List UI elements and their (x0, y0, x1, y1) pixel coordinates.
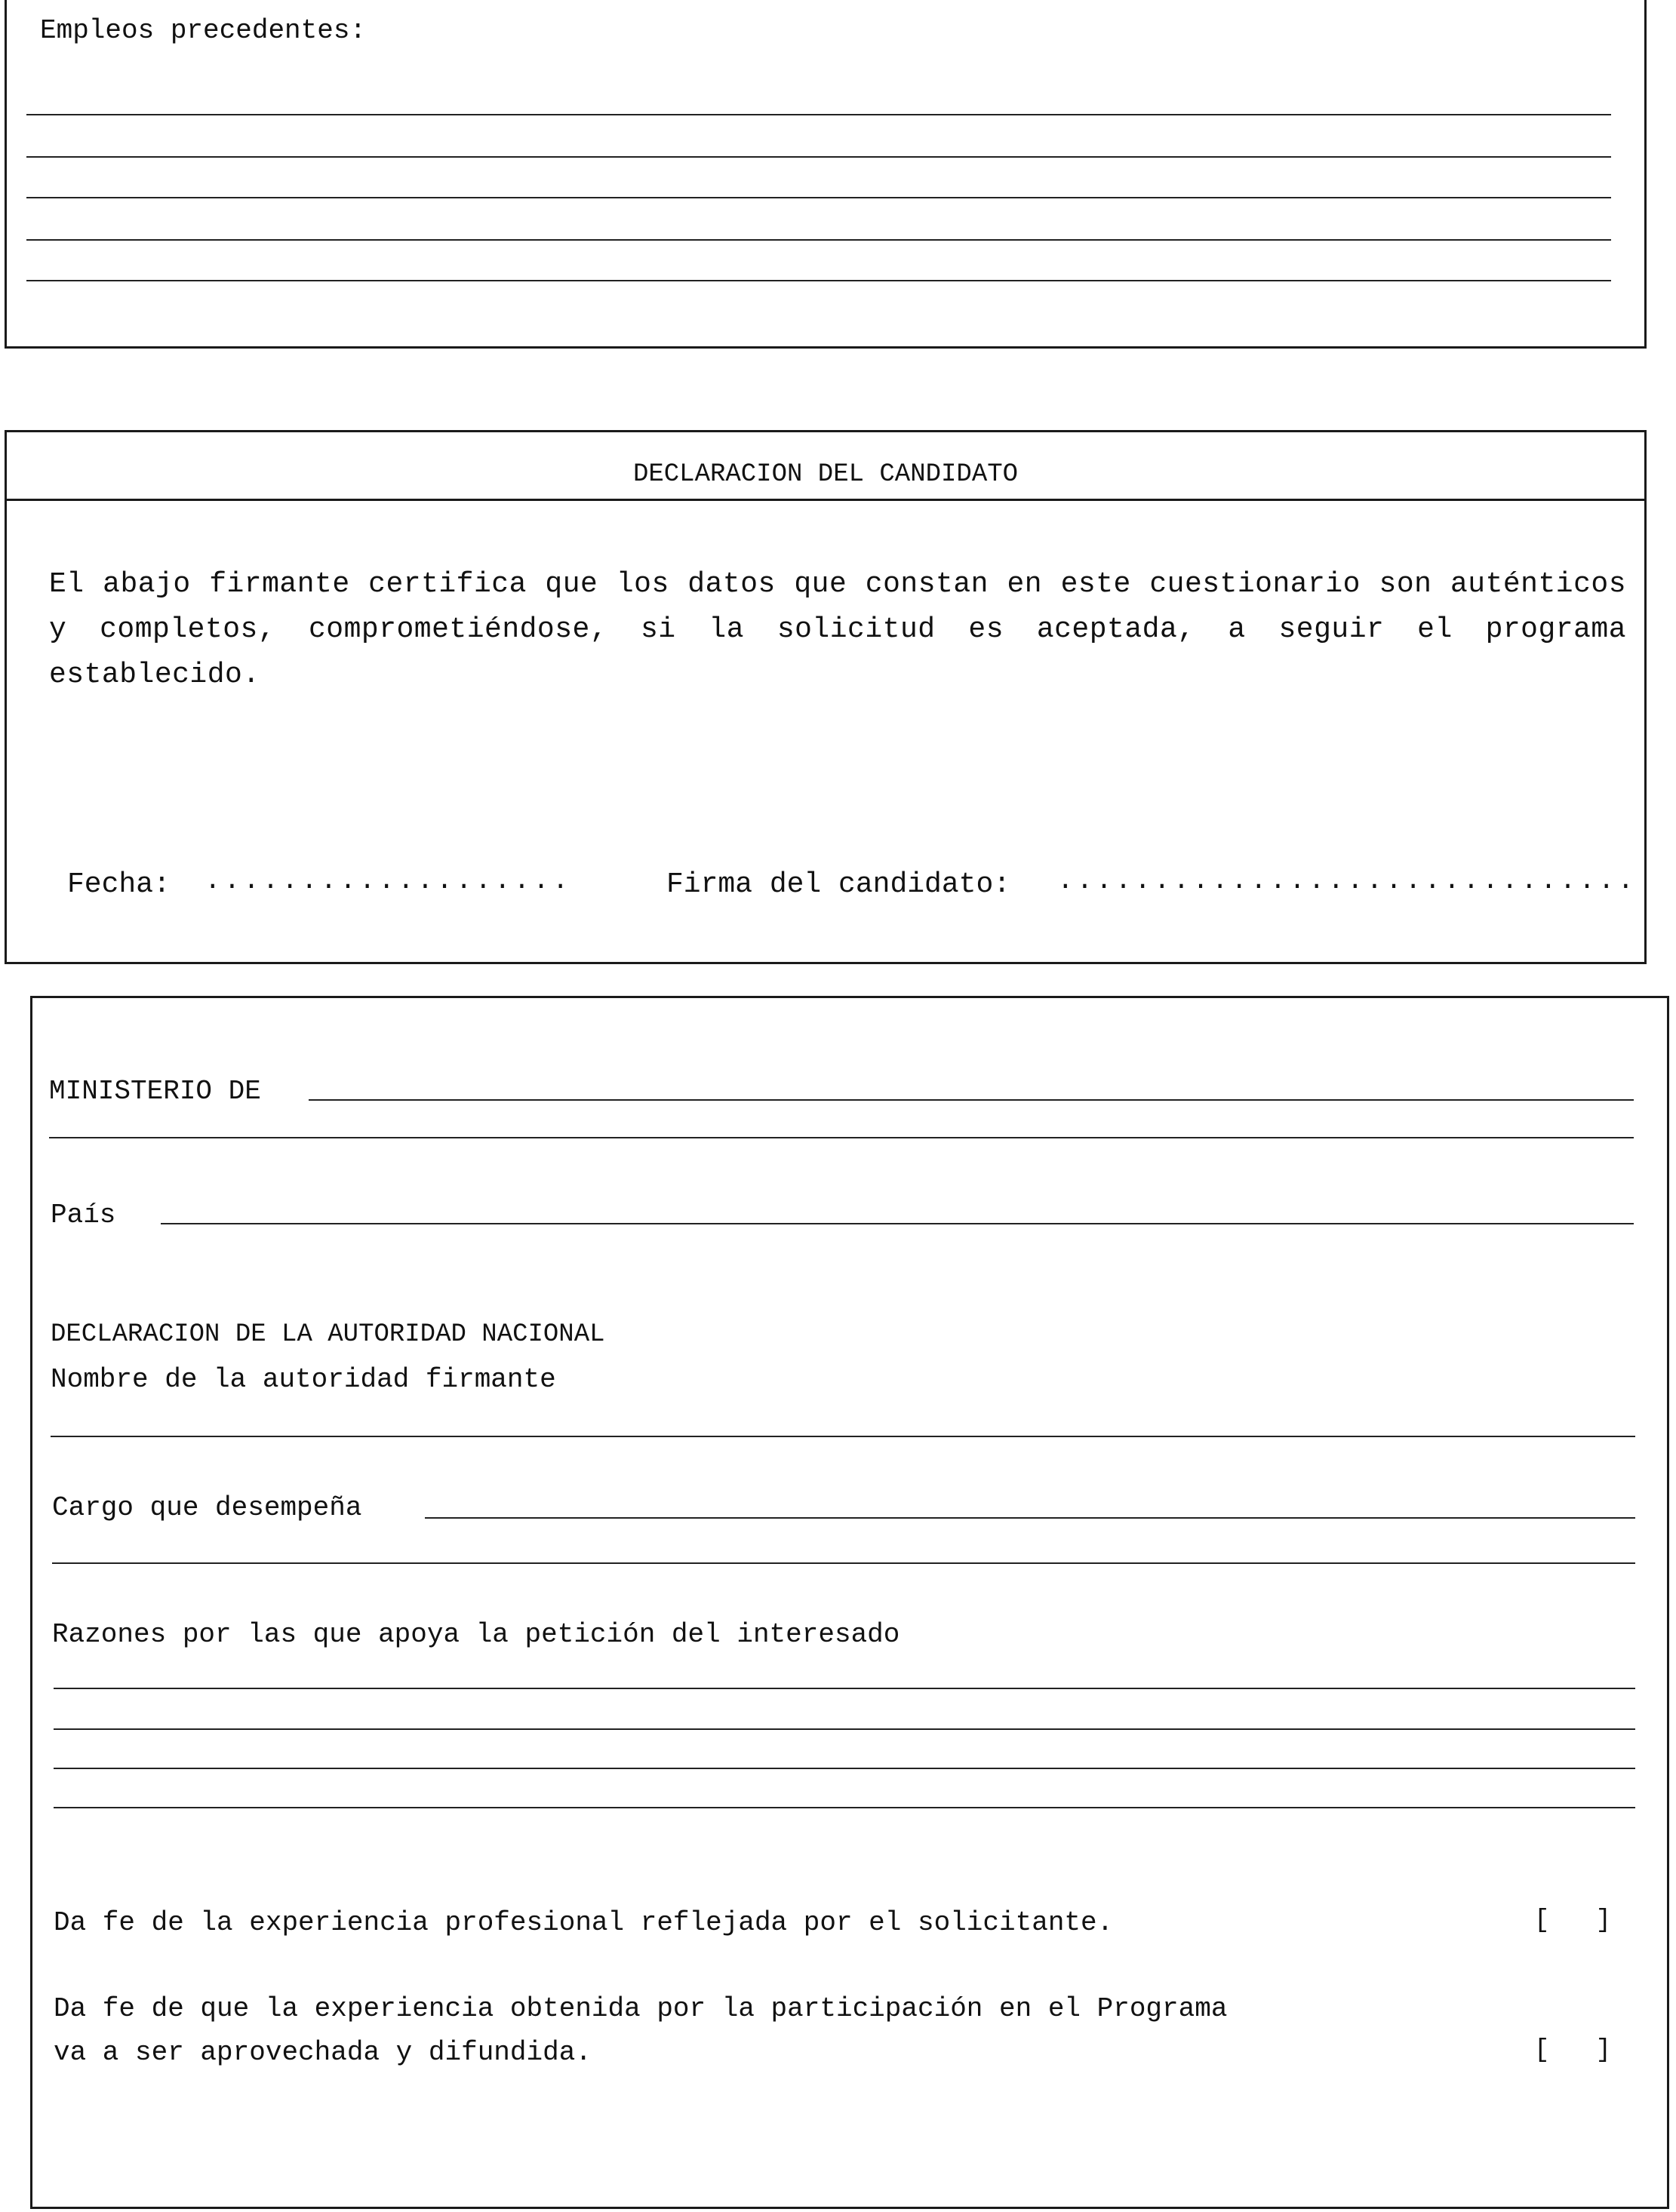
attest-dissemination-checkbox[interactable]: [ ] (1534, 2036, 1612, 2065)
ministry-field[interactable] (309, 1099, 1634, 1101)
ministry-field-continuation[interactable] (49, 1137, 1634, 1138)
previous-jobs-line[interactable] (26, 156, 1611, 158)
ministry-label: MINISTERIO DE (49, 1076, 261, 1107)
date-label: Fecha: (67, 868, 171, 901)
country-label: País (51, 1200, 116, 1230)
authority-name-label: Nombre de la autoridad firmante (51, 1364, 556, 1395)
previous-jobs-line[interactable] (26, 280, 1611, 281)
position-label: Cargo que desempeña (52, 1492, 362, 1523)
reasons-line[interactable] (54, 1768, 1635, 1769)
attest-experience-text: Da fe de la experiencia profesional reflejada por el solicitante. (54, 1907, 1114, 1938)
country-field[interactable] (161, 1223, 1634, 1224)
previous-jobs-line[interactable] (26, 114, 1611, 115)
reasons-line[interactable] (54, 1728, 1635, 1730)
candidate-statement: El abajo firmante certifica que los datos que constan en este cuestionario son auténticos y completos, comprometiéndose, si la solicitud es aceptada, a seguir el programa establecido. (49, 568, 1626, 691)
authority-heading: DECLARACION DE LA AUTORIDAD NACIONAL (51, 1320, 605, 1349)
candidate-declaration-title: DECLARACION DEL CANDIDATO (632, 460, 1019, 489)
previous-jobs-label: Empleos precedentes: (40, 15, 367, 46)
attest-dissemination-text-line1: Da fe de que la experiencia obtenida por la participación en el Programa (54, 1993, 1228, 2024)
signature-label: Firma del candidato: (666, 868, 1011, 901)
date-field[interactable]: ................... (205, 865, 572, 896)
reasons-line[interactable] (54, 1807, 1635, 1808)
previous-jobs-line[interactable] (26, 197, 1611, 198)
signature-field[interactable]: .............................. (1057, 865, 1638, 896)
previous-jobs-line[interactable] (26, 239, 1611, 241)
candidate-declaration-section (5, 430, 1647, 964)
national-authority-section (30, 996, 1669, 2209)
title-divider (7, 499, 1644, 501)
position-field-continuation[interactable] (52, 1562, 1635, 1564)
authority-name-field[interactable] (51, 1436, 1635, 1437)
position-field[interactable] (425, 1517, 1635, 1519)
reasons-line[interactable] (54, 1688, 1635, 1689)
previous-jobs-section (5, 0, 1647, 349)
reasons-label: Razones por las que apoya la petición del interesado (52, 1619, 900, 1650)
attest-experience-checkbox[interactable]: [ ] (1534, 1906, 1612, 1935)
attest-dissemination-text-line2: va a ser aprovechada y difundida. (54, 2037, 592, 2068)
